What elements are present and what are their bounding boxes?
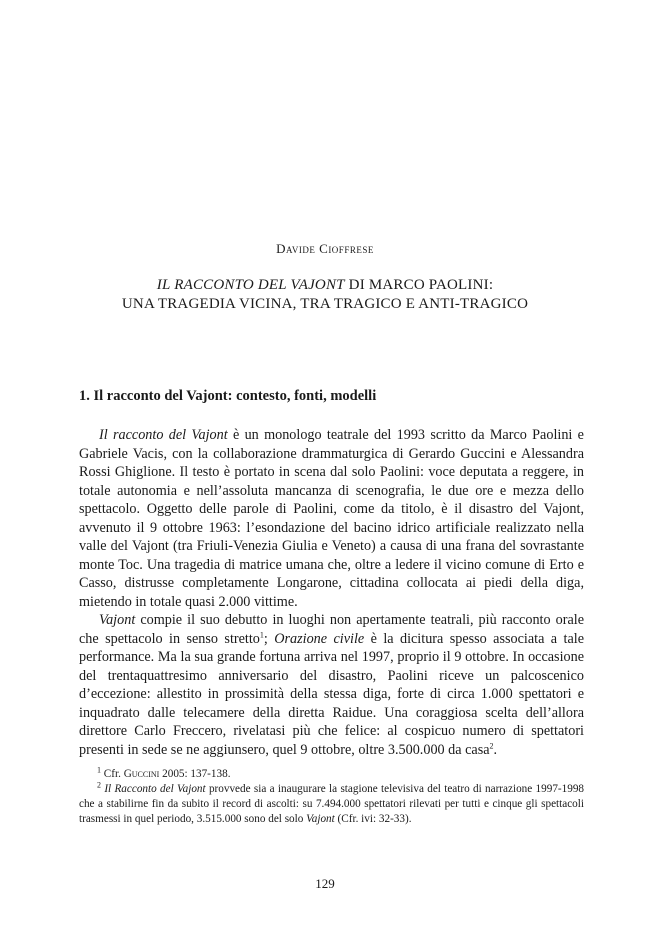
footnote-1-mark: 1 [97,765,101,775]
footnote-2-text-a: provvede sia a inaugurare la stagione televisiva del teatro di narrazione 1997-1998 che a stabilirne fin da subito il record di ascolti: su 7.494.000 spettatori rilevati per tutti e cinque gli spettacoli trasmessi in quel periodo, 3.515.000 sono del solo [79,783,585,825]
paragraph-2-italic-mid: Orazione civile [274,630,365,647]
paragraph-1-italic-lead: Il racconto del Vajont [99,427,228,443]
author-name: Davide Cioffrese [276,241,374,256]
footnotes [79,767,584,827]
title-line-1 [0,276,650,295]
paragraph-2-text-a: compie il suo debutto in luoghi non apertamente teatrali, più racconto orale che spettacolo in senso stretto [79,612,584,647]
paragraph-1 [79,426,584,611]
page-number: 129 [315,876,335,891]
footnote-1-author: Guccini [123,768,160,780]
footnote-2 [79,782,584,827]
paragraph-2-text-b: ; [263,630,275,647]
chapter-title [0,276,650,314]
footnote-2-text-b: (Cfr. ivi: 32-33). [334,813,412,825]
paragraph-2 [79,611,584,759]
footnote-2-italic-lead: Il Racconto del Vajont [104,783,206,795]
footnote-2-italic-end: Vajont [306,813,335,825]
paragraph-2-text-d: . [493,741,498,758]
footnote-2-mark: 2 [97,780,101,790]
footnote-1-rest: 2005: 137-138. [159,768,231,780]
footnote-ref-1[interactable]: 1 [259,629,264,639]
footnote-ref-2[interactable]: 2 [489,740,494,750]
paragraph-1-text: è un monologo teatrale del 1993 scritto da Marco Paolini e Gabriele Vacis, con la collaborazione drammaturgica di Gerardo Guccini e Alessandra Rossi Ghiglione. Il testo è portato in scena dal solo Paolini: voce deputata a reggere, in totale autonomia e nell’assoluta mancanza di scenografia, le due ore e mezza dello spettacolo. Oggetto delle parole di Paolini, come da titolo, è il disastro del Vajont, avvenuto il 9 ottobre 1963: l’esondazione del bacino idrico artificiale realizzato nella valle del Vajont (tra Friuli-Venezia Giulia e Veneto) a causa di una frana del sovrastante monte Toc. Una tragedia di matrice umana che, oltre a ledere il vicino comune di Erto e Casso, distrusse completamente Longarone, cittadina collocata ai piedi della diga, mietendo in totale quasi 2.000 vittime. [79,427,584,610]
footnote-1 [79,767,584,782]
title-line-2: UNA TRAGEDIA VICINA, TRA TRAGICO E ANTI-TRAGICO [121,296,529,312]
title-work-name: IL RACCONTO DEL VAJONT [156,277,345,293]
paragraph-2-text-c: è la dicitura spesso associata a tale performance. Ma la sua grande fortuna arriva nel 1997, proprio il 9 ottobre. In occasione del trentaquattresimo anniversario del disastro, Paolini riceve un palcoscenico d’eccezione: allestito in prossimità della stessa diga, forte di circa 1.000 spettatori e inquadrato dalle telecamere della diretta Raidue. Una coraggiosa scelta dell’allora direttore Carlo Freccero, rivelatasi più che felice: al cospicuo numero di spettatori presenti in sede se ne aggiunsero, quel 9 ottobre, oltre 3.500.000 da casa [79,630,584,758]
footnote-1-prefix: Cfr. [103,768,124,780]
title-line-1-rest: DI MARCO PAOLINI: [344,277,494,293]
paragraph-2-italic-lead: Vajont [99,612,136,628]
section-heading: 1. Il racconto del Vajont: contesto, fonti, modelli [79,388,377,404]
body-text [79,426,584,759]
